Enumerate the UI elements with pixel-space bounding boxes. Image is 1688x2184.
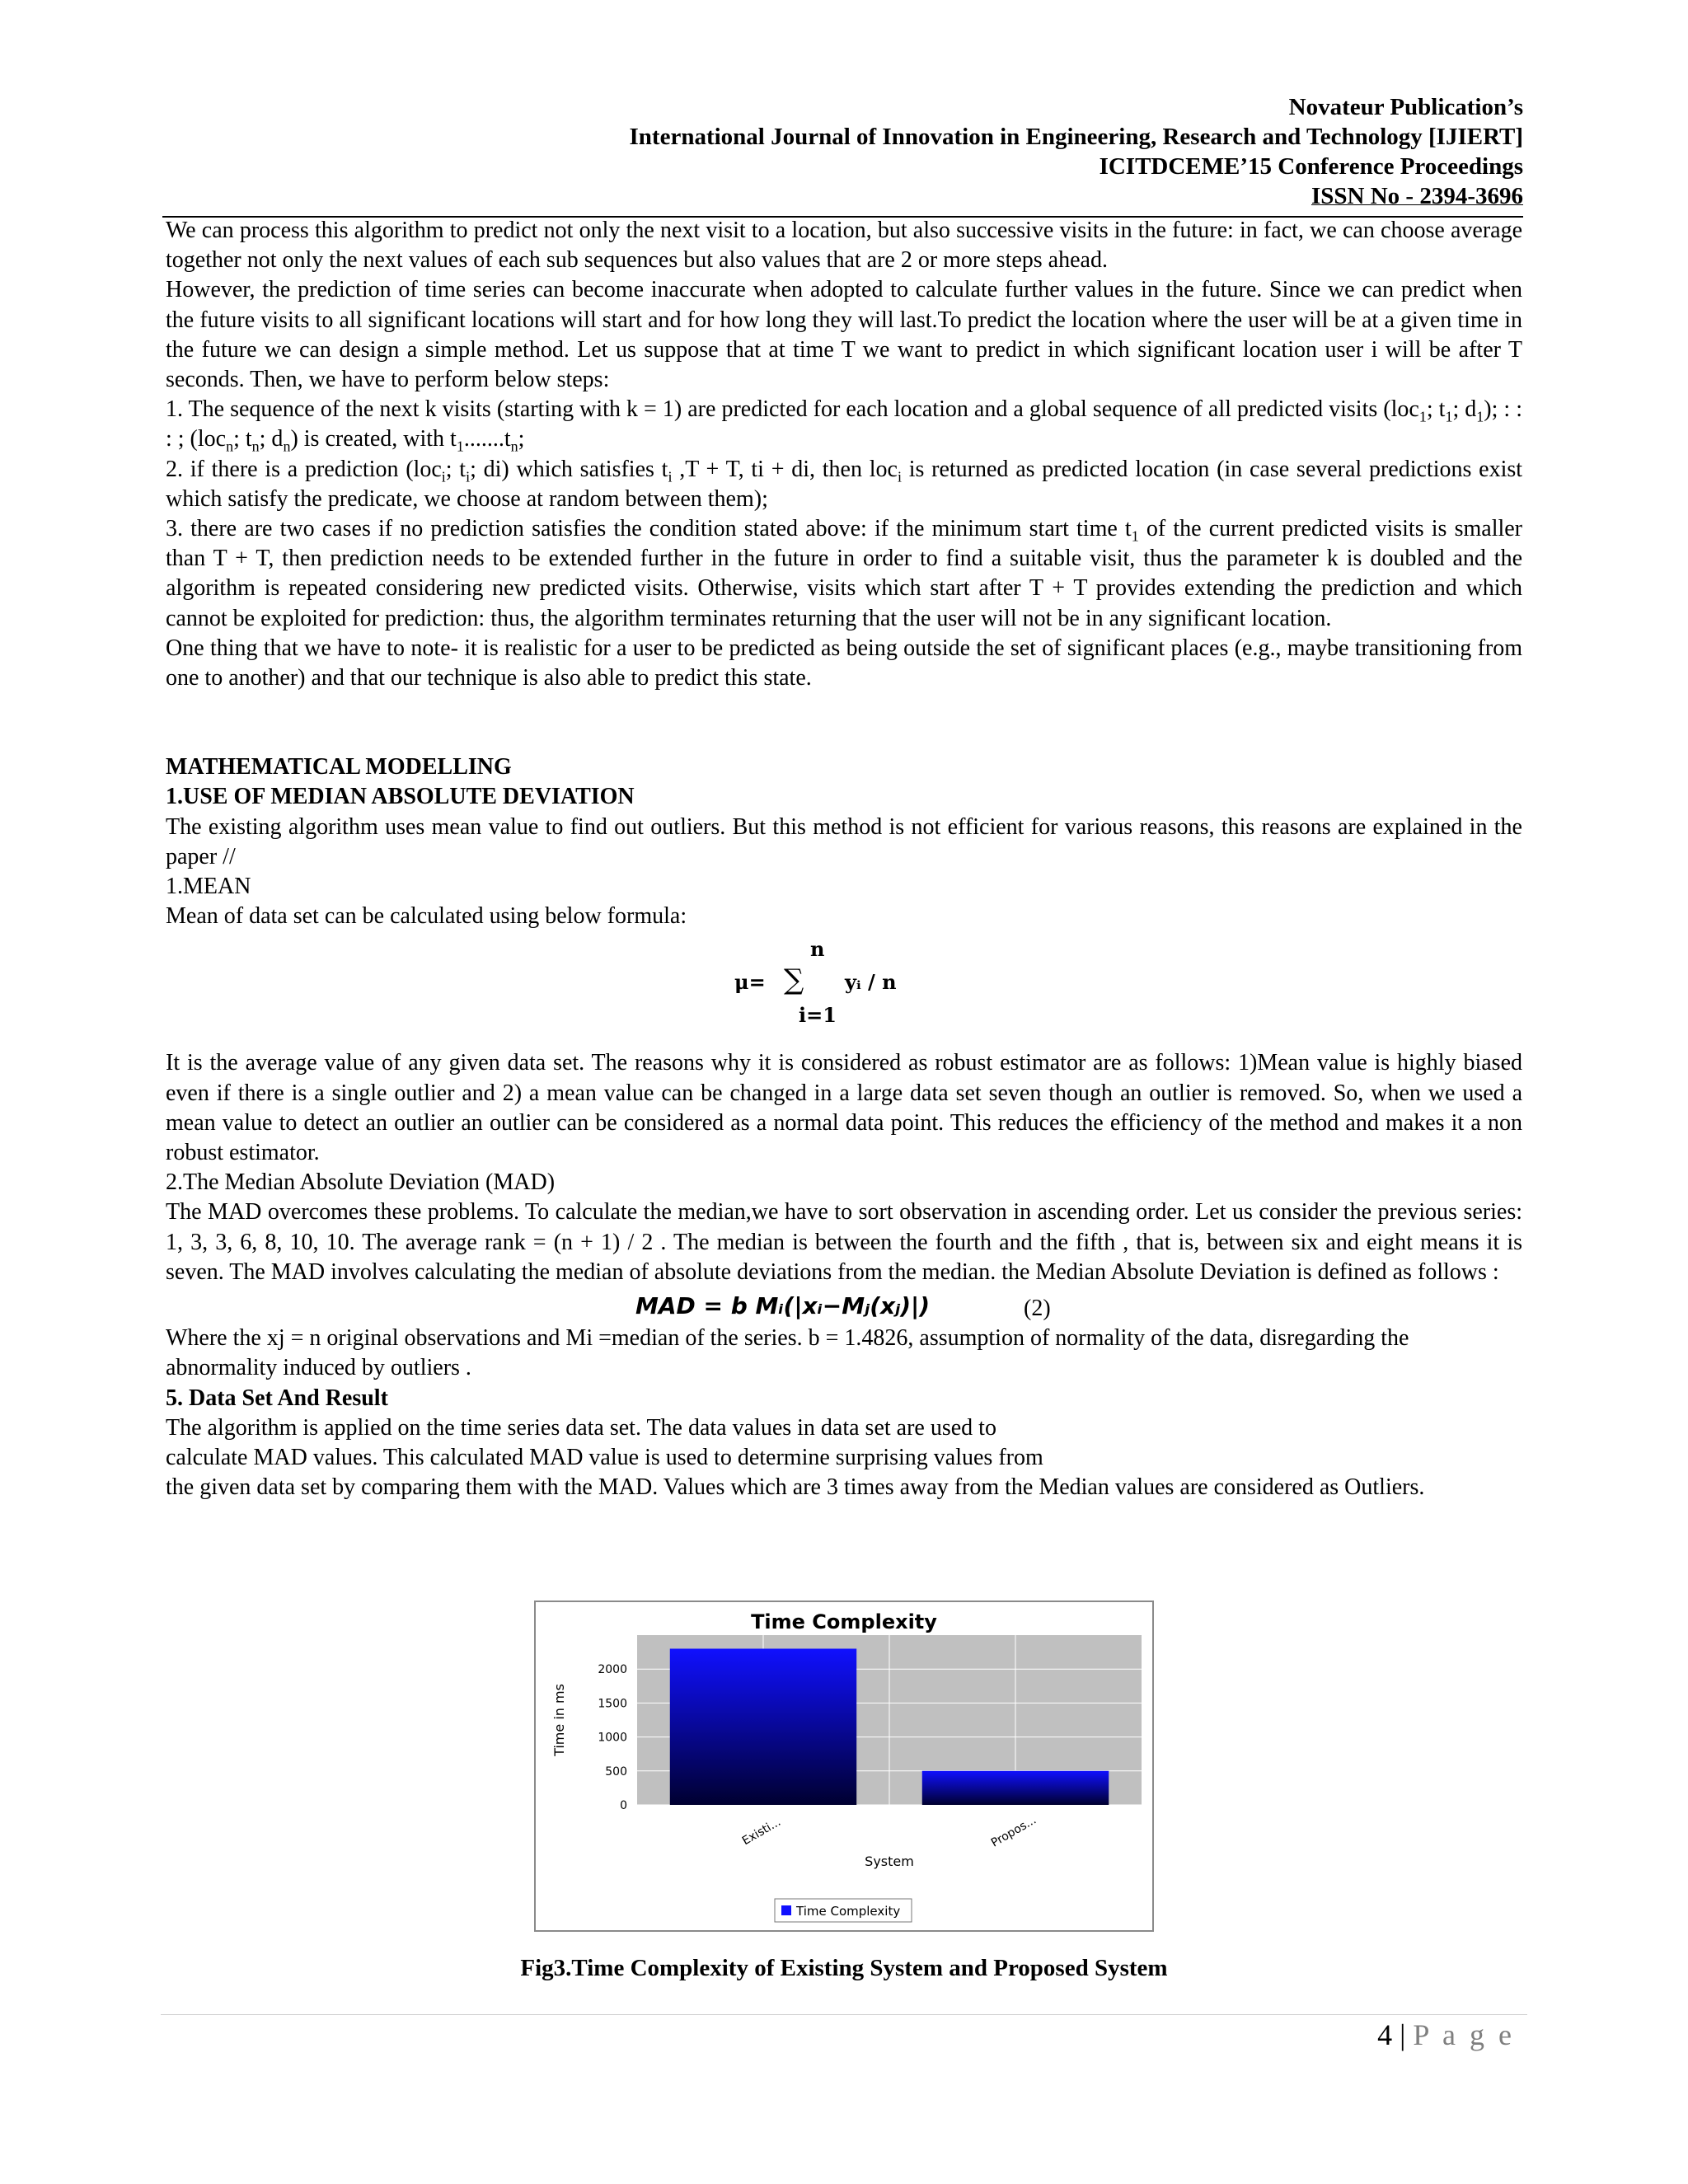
issn: ISSN No - 2394-3696: [1311, 183, 1523, 209]
mad-formula: [166, 1287, 1522, 1324]
paragraph: One thing that we have to note- it is realistic for a user to be predicted as being outside the set of significant places (e.g., maybe transitioning from one to another) and that our technique is also able to predict this state.: [166, 635, 1522, 691]
svg-text:i=1: i=1: [799, 1003, 837, 1028]
y-tick-label: 1500: [598, 1697, 627, 1711]
publisher-name: Novateur Publication’s: [1288, 94, 1523, 120]
paragraph-line: The algorithm is applied on the time series data set. The data values in data set are used to: [166, 1414, 996, 1441]
y-tick-label: 2000: [598, 1663, 627, 1677]
conference-name: ICITDCEME’15 Conference Proceedings: [1099, 153, 1523, 180]
step-1: 1. The sequence of the next k visits (starting with k = 1) are predicted for each location and a global sequence of all predicted visits (loc$_1$; $t_1$; $d_1$); : : : ; (loc$_n$; $t_n$; $d_n$) is created, with $t_1.......t_n$;: [166, 396, 1523, 456]
legend-swatch: [781, 1905, 791, 1915]
svg-text:μ=: μ=: [734, 970, 766, 995]
y-tick-label: 0: [620, 1799, 627, 1812]
x-tick-label: Existi...: [739, 1815, 784, 1849]
mean-formula: [166, 935, 1522, 1033]
svg-text:∑: ∑: [784, 963, 804, 997]
bar: [922, 1771, 1109, 1805]
legend-label: Time Complexity: [796, 1904, 901, 1919]
paragraph: The MAD overcomes these problems. To calculate the median,we have to sort observation in ascending order. Let us consider the previous series: 1, 3, 3, 6, 8, 10, 10. The average rank = (n + 1) / 2 . The median is between the fourth and the fifth , that is, between six and eight means it is seven. The MAD involves calculating the median of absolute deviations from the median. the Median Absolute Deviation is defined as follows :: [166, 1199, 1522, 1285]
journal-header: [630, 92, 1524, 211]
svg-text:MAD = b Mᵢ(|xᵢ−Mⱼ(xⱼ)|): MAD = b Mᵢ(|xᵢ−Mⱼ(xⱼ)|): [635, 1292, 931, 1320]
time-complexity-chart: [534, 1601, 1154, 1932]
page-number: 4 | P a g e: [1377, 2018, 1515, 2051]
section-heading: 5. Data Set And Result: [166, 1385, 388, 1411]
svg-text:yᵢ / n: yᵢ / n: [845, 970, 897, 995]
x-axis-label: System: [865, 1854, 914, 1869]
subsection-heading: 1.USE OF MEDIAN ABSOLUTE DEVIATION: [166, 784, 635, 810]
journal-name: International Journal of Innovation in Engineering, Research and Technology [IJIERT]: [629, 124, 1523, 150]
paragraph: Mean of data set can be calculated using below formula:: [166, 903, 687, 930]
paragraph: the given data set by comparing them with the MAD. Values which are 3 times away from the Median values are considered as Outliers.: [166, 1474, 1425, 1501]
y-tick-label: 500: [605, 1765, 627, 1779]
equation-number: (2): [1024, 1296, 1051, 1322]
article-body: [166, 216, 1522, 1502]
figure-caption: Fig3.Time Complexity of Existing System and Proposed System: [520, 1955, 1168, 1981]
chart-title: Time Complexity: [751, 1610, 937, 1633]
mad-heading: 2.The Median Absolute Deviation (MAD): [166, 1169, 556, 1196]
paragraph: We can process this algorithm to predict not only the next visit to a location, but also successive visits in the future: in fact, we can choose average together not only the next values of each sub sequences but also values that are 2 or more steps ahead.: [166, 218, 1522, 274]
paragraph: It is the average value of any given data set. The reasons why it is considered as robust estimator are as follows: 1)Mean value is highly biased even if there is a single outlier and 2) a mean value can be changed in a large data set seven though an outlier is removed. So, when we used a mean value to detect an outlier an outlier can be considered as a normal data point. This reduces the efficiency of the method and makes it a non robust estimator.: [166, 1050, 1522, 1166]
paragraph: However, the prediction of time series can become inaccurate when adopted to calculate further values in the future. Since we can predict when the future visits to all significant locations will start and for how long they will last.To predict the location where the user will be at a given time in the future we can design a simple method. Let us suppose that at time T we want to predict in which significant location user i will be after T seconds. Then, we have to perform below steps:: [166, 277, 1522, 393]
y-tick-label: 1000: [598, 1731, 627, 1745]
paragraph-line: calculate MAD values. This calculated MAD value is used to determine surprising values from: [166, 1444, 1043, 1470]
section-heading: MATHEMATICAL MODELLING: [166, 754, 512, 780]
chart-svg: [536, 1602, 1152, 1930]
step-3: 3. there are two cases if no prediction satisfies the condition stated above: if the minimum start time $t_1$ of the current predicted visits is smaller than T + T, then prediction needs to be extended further in the future in order to find a suitable visit, thus the parameter k is doubled and the algorithm is repeated considering new predicted visits. Otherwise, visits which start after T + T provides extending the prediction and which cannot be exploited for prediction: thus, the algorithm terminates returning that the user will not be in any significant location.: [166, 516, 1523, 631]
paragraph: Where the xj = n original observations and Mi =median of the series. b = 1.4826, assumption of normality of the data, disregarding the abnormality induced by outliers .: [166, 1325, 1409, 1381]
footer-divider: [161, 2014, 1527, 2015]
svg-text:n: n: [810, 937, 825, 962]
bar: [670, 1648, 856, 1805]
y-axis-label: Time in ms: [551, 1684, 567, 1756]
paragraph: The existing algorithm uses mean value to find out outliers. But this method is not efficient for various reasons, this reasons are explained in the paper //: [166, 813, 1522, 869]
x-tick-label: Propos...: [988, 1813, 1039, 1850]
mean-heading: 1.MEAN: [166, 874, 251, 900]
step-2: 2. if there is a prediction (loc$_i$; $t_i$; di) which satisfies $t_i$ ,T + T, ti + di, then loc$_i$ is returned as predicted location (in case several predictions exist which satisfy the predicate, we choose at random between them);: [166, 456, 1523, 512]
